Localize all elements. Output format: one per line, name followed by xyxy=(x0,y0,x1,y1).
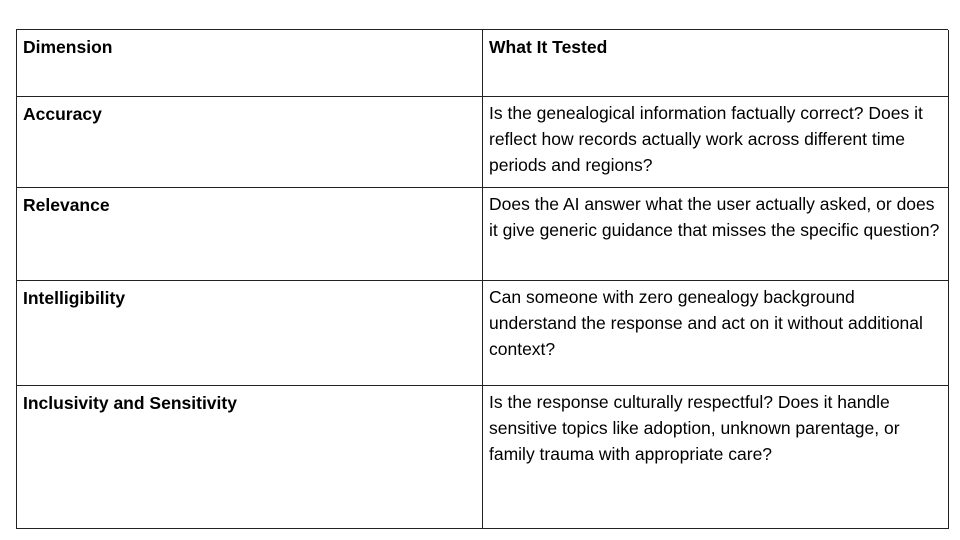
row-description-accuracy: Is the genealogical information factually correct? Does it reflect how records actually work across different time periods and regions? xyxy=(483,97,949,188)
row-description-relevance: Does the AI answer what the user actually asked, or does it give generic guidance that misses the specific question? xyxy=(483,188,949,281)
row-dimension-relevance: Relevance xyxy=(17,188,483,281)
header-dimension: Dimension xyxy=(17,30,483,97)
row-dimension-accuracy: Accuracy xyxy=(17,97,483,188)
header-what-it-tested: What It Tested xyxy=(483,30,949,97)
row-dimension-inclusivity: Inclusivity and Sensitivity xyxy=(17,386,483,529)
evaluation-dimensions-table xyxy=(16,29,948,529)
row-description-intelligibility: Can someone with zero genealogy background understand the response and act on it without additional context? xyxy=(483,281,949,386)
row-dimension-intelligibility: Intelligibility xyxy=(17,281,483,386)
row-description-inclusivity: Is the response culturally respectful? Does it handle sensitive topics like adoption, unknown parentage, or family trauma with appropriate care? xyxy=(483,386,949,529)
